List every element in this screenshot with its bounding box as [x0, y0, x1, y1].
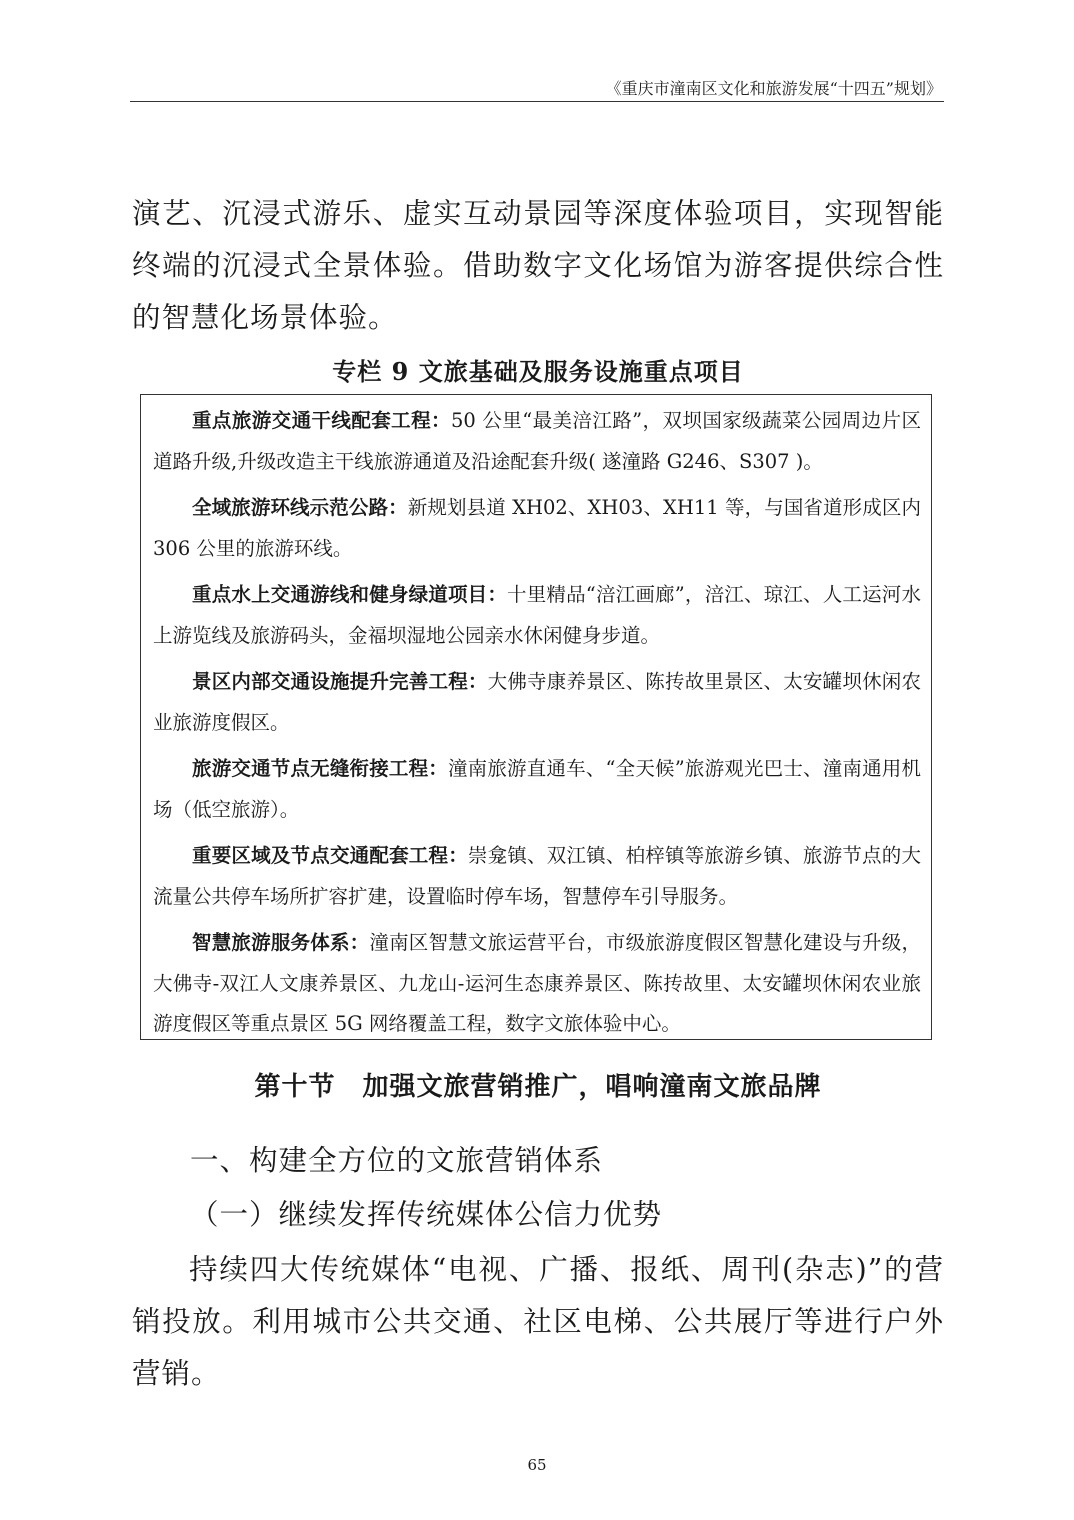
box-item-label: 智慧旅游服务体系： [192, 931, 370, 954]
box-item-water-route [153, 575, 921, 656]
intro-paragraph: 演艺、沉浸式游乐、虚实互动景园等深度体验项目，实现智能终端的沉浸式全景体验。借助数字文化场馆为游客提供综合性的智慧化场景体验。 [132, 197, 944, 334]
box-item-text: 潼南旅游直通车、“全天候”旅游观光巴士、潼南通用机场（低空旅游）。 [153, 757, 921, 821]
heading-level-2: （一）继续发挥传统媒体公信力优势 [190, 1198, 663, 1231]
box-item-text: 潼南区智慧文旅运营平台，市级旅游度假区智慧化建设与升级，大佛寺-双江人文康养景区、九龙山-运河生态康养景区、陈抟故里、太安罐坝休闲农业旅游度假区等重点景区 5G 网络覆盖工程，数字文旅体验中心。 [153, 931, 921, 1035]
header-rule [130, 101, 944, 102]
box-item-label: 全域旅游环线示范公路： [192, 496, 408, 519]
box-item-label: 旅游交通节点无缝衔接工程： [192, 757, 448, 780]
box-item-scenic-internal [153, 662, 921, 743]
box-item-regional-parking [153, 836, 921, 917]
heading-level-1: 一、构建全方位的文旅营销体系 [190, 1144, 604, 1177]
box-item-text: 50 公里“最美涪江路”，双坝国家级蔬菜公园周边片区道路升级,升级改造主干线旅游通道及沿途配套升级( 遂潼路 G246、S307 )。 [153, 409, 921, 473]
box-item-label: 景区内部交通设施提升完善工程： [192, 670, 488, 693]
box-item-text: 大佛寺康养景区、陈抟故里景区、太安罐坝休闲农业旅游度假区。 [153, 670, 921, 734]
box-item-traffic-trunk [153, 401, 921, 482]
section-paragraph: 持续四大传统媒体“电视、广播、报纸、周刊(杂志)”的营销投放。利用城市公共交通、社区电梯、公共展厅等进行户外营销。 [132, 1253, 944, 1390]
page-number: 65 [527, 1456, 547, 1474]
project-box [140, 394, 932, 1040]
box-item-smart-tourism [153, 923, 921, 1045]
box-item-loop-road [153, 488, 921, 569]
box-item-text: 十里精品“涪江画廊”，涪江、琼江、人工运河水上游览线及旅游码头，金福坝湿地公园亲水休闲健身步道。 [153, 583, 921, 647]
box-item-text: 崇龛镇、双江镇、柏梓镇等旅游乡镇、旅游节点的大流量公共停车场所扩容扩建，设置临时停车场，智慧停车引导服务。 [153, 844, 921, 908]
running-header: 《重庆市潼南区文化和旅游发展“十四五”规划》 [605, 79, 942, 98]
box-item-node-connection [153, 749, 921, 830]
box-item-text: 新规划县道 XH02、XH03、XH11 等，与国省道形成区内 306 公里的旅游环线。 [153, 496, 921, 560]
section-title: 第十节 加强文旅营销推广，唱响潼南文旅品牌 [254, 1072, 822, 1102]
box-item-label: 重要区域及节点交通配套工程： [192, 844, 468, 867]
box-title: 专栏 9 文旅基础及服务设施重点项目 [332, 357, 744, 386]
box-item-label: 重点水上交通游线和健身绿道项目： [192, 583, 508, 606]
box-item-label: 重点旅游交通干线配套工程： [192, 409, 451, 432]
